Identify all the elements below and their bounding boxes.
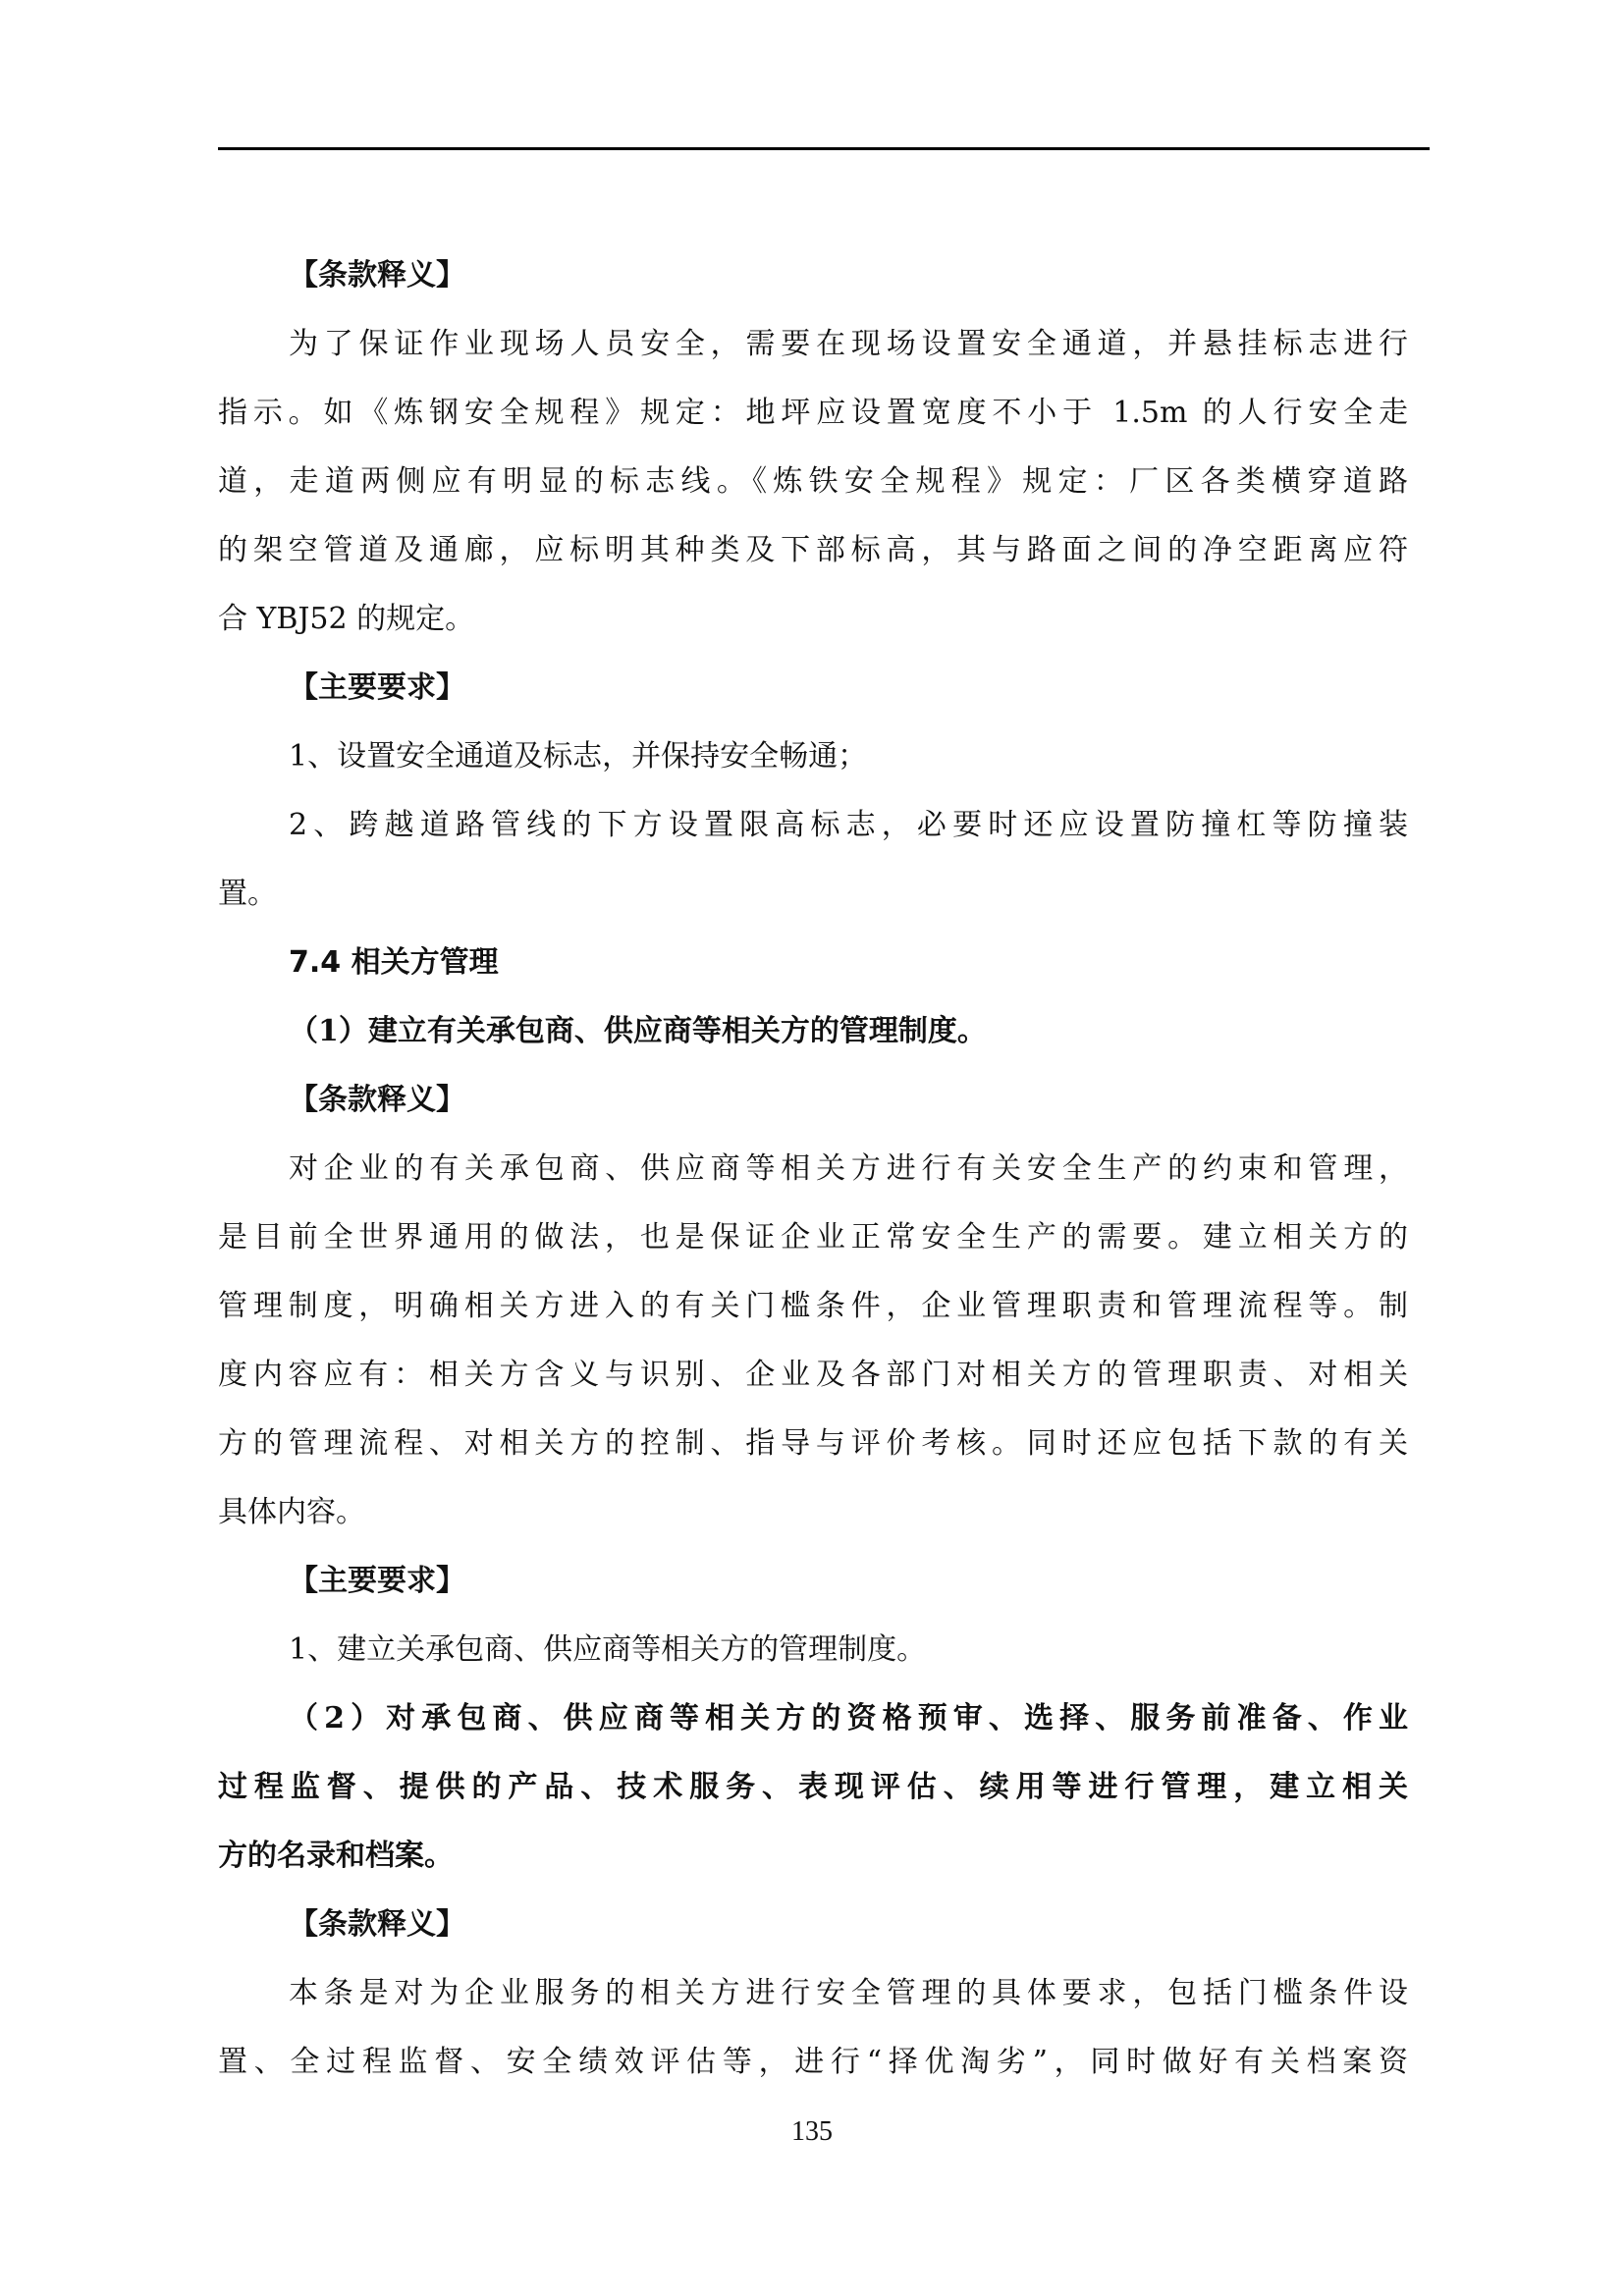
requirement-item: 1、设置安全通道及标志，并保持安全畅通； bbox=[289, 739, 868, 774]
clause-interpretation-heading: 【条款释义】 bbox=[289, 1083, 465, 1117]
paragraph-line: 道，走道两侧应有明显的标志线。《炼铁安全规程》规定：厂区各类横穿道路 bbox=[218, 464, 1408, 499]
paragraph-line: 本条是对为企业服务的相关方进行安全管理的具体要求，包括门槛条件设 bbox=[289, 1976, 1408, 2010]
clause-statement: （2）对承包商、供应商等相关方的资格预审、选择、服务前准备、作业 bbox=[289, 1701, 1408, 1735]
requirement-item: 置。 bbox=[218, 877, 277, 911]
clause-interpretation-heading: 【条款释义】 bbox=[289, 258, 465, 293]
clause-statement: 过程监督、提供的产品、技术服务、表现评估、续用等进行管理，建立相关 bbox=[218, 1770, 1408, 1804]
paragraph-line: 置、全过程监督、安全绩效评估等，进行“择优淘劣”，同时做好有关档案资 bbox=[218, 2045, 1408, 2079]
clause-interpretation-heading: 【条款释义】 bbox=[289, 1907, 465, 1942]
paragraph-line: 对企业的有关承包商、供应商等相关方进行有关安全生产的约束和管理， bbox=[289, 1151, 1408, 1186]
clause-statement: 方的名录和档案。 bbox=[218, 1839, 454, 1873]
requirement-item: 2、跨越道路管线的下方设置限高标志，必要时还应设置防撞杠等防撞装 bbox=[289, 808, 1408, 842]
paragraph-line: 是目前全世界通用的做法，也是保证企业正常安全生产的需要。建立相关方的 bbox=[218, 1220, 1408, 1255]
paragraph-line: 合 YBJ52 的规定。 bbox=[218, 602, 475, 636]
paragraph-line: 具体内容。 bbox=[218, 1495, 365, 1529]
clause-statement: （1）建立有关承包商、供应商等相关方的管理制度。 bbox=[289, 1014, 987, 1048]
paragraph-line: 为了保证作业现场人员安全，需要在现场设置安全通道，并悬挂标志进行 bbox=[289, 327, 1408, 361]
header-rule bbox=[218, 147, 1430, 150]
paragraph-line: 管理制度，明确相关方进入的有关门槛条件，企业管理职责和管理流程等。制 bbox=[218, 1289, 1408, 1323]
page-number: 135 bbox=[791, 2116, 833, 2147]
paragraph-line: 的架空管道及通廊，应标明其种类及下部标高，其与路面之间的净空距离应符 bbox=[218, 533, 1408, 567]
paragraph-line: 方的管理流程、对相关方的控制、指导与评价考核。同时还应包括下款的有关 bbox=[218, 1426, 1408, 1461]
section-title: 7.4 相关方管理 bbox=[289, 945, 499, 980]
paragraph-line: 指示。如《炼钢安全规程》规定：地坪应设置宽度不小于 1.5m 的人行安全走 bbox=[218, 396, 1408, 430]
main-requirements-heading: 【主要要求】 bbox=[289, 670, 465, 705]
paragraph-line: 度内容应有：相关方含义与识别、企业及各部门对相关方的管理职责、对相关 bbox=[218, 1358, 1408, 1392]
requirement-item: 1、建立关承包商、供应商等相关方的管理制度。 bbox=[289, 1632, 927, 1667]
main-requirements-heading: 【主要要求】 bbox=[289, 1564, 465, 1598]
